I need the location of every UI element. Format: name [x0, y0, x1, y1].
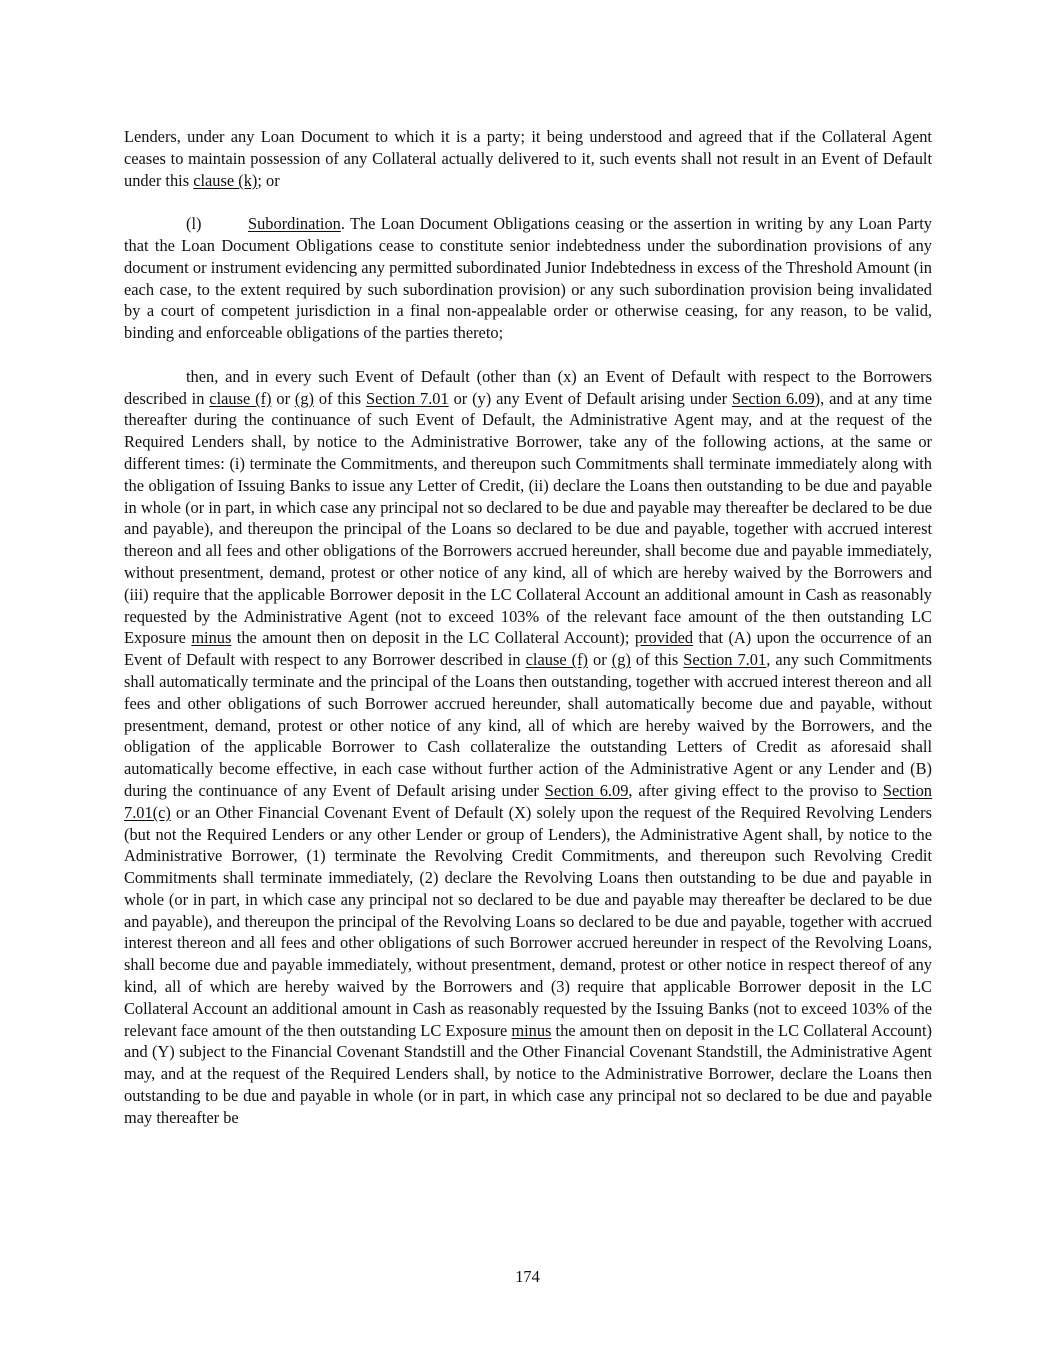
paragraph-l-subordination [124, 213, 932, 344]
paragraph-text: or [271, 388, 295, 408]
section-7-01-reference: Section 7.01 [365, 388, 449, 408]
paragraph-text: . The Loan Document Obligations ceasing or the assertion in writing by any Loan Party that the Loan Document Obligations cease to constitute senior indebtedness under the subordination provisions of any document or instrument evidencing any permitted subordinated Junior Indebtedness in excess of the Threshold Amount (in each case, to the extent required by such subordination provision) or any such subordination provision being invalidated by a court of competent jurisdiction in a final non-appealable order or otherwise ceasing, for any reason, to be valid, binding and enforceable obligations of the parties thereto; [124, 214, 932, 343]
paragraph-remedies [124, 366, 932, 1129]
minus-term: minus [191, 628, 232, 648]
paragraph-text: ), and at any time thereafter during the continuance of such Event of Default, the Administrative Agent may, and at the request of the Required Lenders shall, by notice to the Administrative Borrower, take any of the following actions, at the same or different times: (i) terminate the Commitments, and thereupon such Commitments shall terminate immediately along with the obligation of Issuing Banks to issue any Letter of Credit, (ii) declare the Loans then outstanding to be due and payable in whole (or in part, in which case any principal not so declared to be due and payable may thereafter be declared to be due and payable), and thereupon the principal of the Loans so declared to be due and payable, together with accrued interest thereon and all fees and other obligations of the Borrowers accrued hereunder, shall become due and payable immediately, without presentment, demand, protest or other notice of any kind, all of which are hereby waived by the Borrowers and (iii) require that the applicable Borrower deposit in the LC Collateral Account an additional amount in Cash as reasonably requested by the Administrative Agent (not to exceed 103% of the relevant face amount of the then outstanding LC Exposure [124, 388, 932, 648]
clause-label: (l) [186, 214, 202, 234]
paragraph-text: of this [314, 388, 366, 408]
document-page [124, 126, 932, 1129]
clause-f-reference: clause (f) [525, 650, 589, 670]
paragraph-text: Lenders, under any Loan Document to which it is a party; it being understood and agreed that if the Collateral Agent ceases to maintain possession of any Collateral actually delivered to it, such events shall not result in an Event of Default under this [124, 127, 932, 190]
clause-heading: Subordination [248, 214, 341, 234]
clause-f-reference: clause (f) [209, 388, 272, 408]
clause-g-reference: (g) [294, 388, 315, 408]
section-7-01c-reference: Section 7.01(c) [124, 780, 933, 822]
paragraph-text: or an Other Financial Covenant Event of Default (X) solely upon the request of the Required Revolving Lenders (but not the Required Lenders or any other Lender or group of Lenders), the Administrative Agent shall, by notice to the Administrative Borrower, (1) terminate the Revolving Credit Commitments, and thereupon such Revolving Credit Commitments shall terminate immediately, (2) declare the Revolving Loans then outstanding to be due and payable in whole (or in part, in which case any principal not so declared to be due and payable may thereafter be declared to be due and payable), and thereupon the principal of the Revolving Loans so declared to be due and payable, together with accrued interest thereon and all fees and other obligations of such Borrower accrued hereunder in respect of the Revolving Loans, shall become due and payable immediately, without presentment, demand, protest or other notice in respect thereof of any kind, all of which are hereby waived by the Borrowers and (3) require that applicable Borrower deposit in the LC Collateral Account an additional amount in Cash as reasonably requested by the Issuing Banks (not to exceed 103% of the relevant face amount of the then outstanding LC Exposure [124, 802, 932, 1040]
paragraph-k-continuation [124, 126, 932, 191]
paragraph-text: , any such Commitments shall automatically terminate and the principal of the Loans then outstanding, together with accrued interest thereon and all fees and other obligations of such Borrower accrued hereunder, shall automatically become due and payable, without presentment, demand, protest or other notice of any kind, all of which are hereby waived by the Borrowers, and the obligation of the applicable Borrower to Cash collateralize the outstanding Letters of Credit as aforesaid shall automatically become effective, in each case without further action of the Administrative Agent or any Lender and (B) during the continuance of any Event of Default arising under [124, 650, 932, 800]
provided-term: provided [634, 628, 694, 648]
clause-g-reference: (g) [611, 650, 631, 670]
paragraph-text: ; or [257, 170, 280, 190]
paragraph-text: of this [630, 650, 684, 670]
page-number: 174 [515, 1267, 540, 1286]
paragraph-text: , after giving effect to the proviso to [628, 780, 883, 800]
paragraph-text: or [588, 650, 612, 670]
paragraph-text: or (y) any Event of Default arising under [448, 388, 732, 408]
paragraph-text: that (A) upon the occurrence of an Event of Default with respect to any Borrower described in [124, 628, 932, 670]
section-7-01-reference: Section 7.01 [683, 650, 767, 670]
minus-term: minus [511, 1020, 552, 1040]
clause-k-reference: clause (k) [193, 170, 258, 190]
section-6-09-reference: Section 6.09 [731, 388, 815, 408]
paragraph-text: the amount then on deposit in the LC Collateral Account) and (Y) subject to the Financial Covenant Standstill and the Other Financial Covenant Standstill, the Administrative Agent may, and at the request of the Required Lenders shall, by notice to the Administrative Borrower, declare the Loans then outstanding to be due and payable in whole (or in part, in which case any principal not so declared to be due and payable may thereafter be [124, 1020, 932, 1127]
section-6-09-reference: Section 6.09 [544, 780, 629, 800]
paragraph-text: then, and in every such Event of Default (other than (x) an Event of Default with respect to the Borrowers described in [124, 366, 932, 408]
paragraph-text: the amount then on deposit in the LC Collateral Account); [231, 628, 635, 648]
